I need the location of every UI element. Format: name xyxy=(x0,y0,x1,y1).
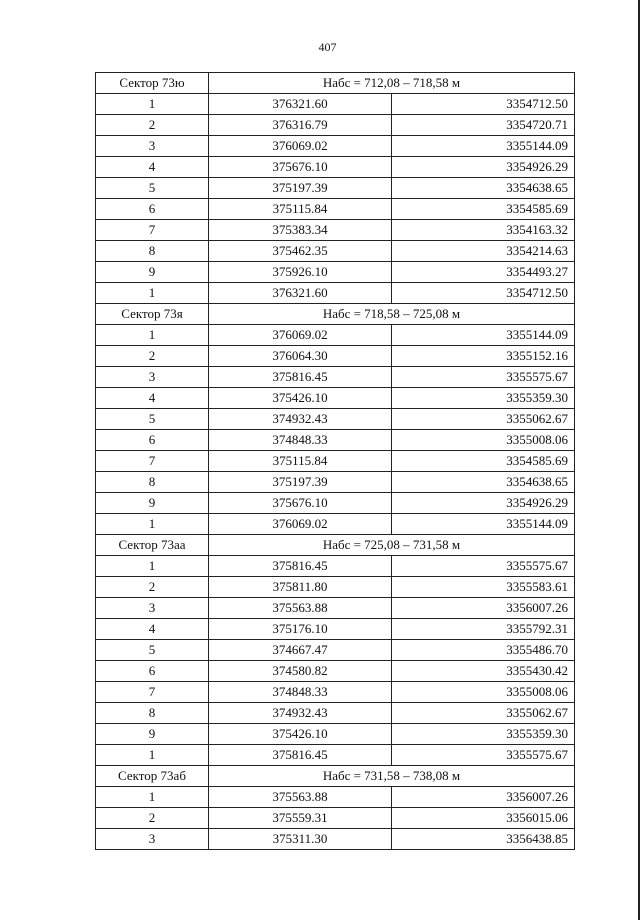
coordinate-y: 3356007.26 xyxy=(392,598,575,619)
coordinate-x: 375816.45 xyxy=(209,556,392,577)
point-number: 7 xyxy=(96,220,209,241)
point-number: 8 xyxy=(96,241,209,262)
coordinate-y: 3355008.06 xyxy=(392,430,575,451)
point-number: 8 xyxy=(96,472,209,493)
coordinate-x: 376316.79 xyxy=(209,115,392,136)
coordinate-y: 3354926.29 xyxy=(392,493,575,514)
coordinate-y: 3354720.71 xyxy=(392,115,575,136)
coordinate-y: 3355430.42 xyxy=(392,661,575,682)
table-row xyxy=(96,325,575,346)
table-row xyxy=(96,262,575,283)
point-number: 6 xyxy=(96,430,209,451)
sector-header-row xyxy=(96,304,575,325)
coordinate-y: 3355583.61 xyxy=(392,577,575,598)
coordinate-y: 3354163.32 xyxy=(392,220,575,241)
table-row xyxy=(96,157,575,178)
table-row xyxy=(96,577,575,598)
point-number: 1 xyxy=(96,514,209,535)
table-row xyxy=(96,367,575,388)
point-number: 3 xyxy=(96,829,209,850)
table-row xyxy=(96,472,575,493)
point-number: 4 xyxy=(96,157,209,178)
coordinate-y: 3356007.26 xyxy=(392,787,575,808)
coordinate-x: 375816.45 xyxy=(209,367,392,388)
table-row xyxy=(96,514,575,535)
point-number: 3 xyxy=(96,136,209,157)
page-number: 407 xyxy=(318,40,337,54)
sector-header-row xyxy=(96,766,575,787)
coordinate-y: 3355359.30 xyxy=(392,724,575,745)
coordinate-y: 3354712.50 xyxy=(392,94,575,115)
coordinate-x: 376321.60 xyxy=(209,94,392,115)
coordinate-x: 376064.30 xyxy=(209,346,392,367)
point-number: 2 xyxy=(96,346,209,367)
coordinate-x: 374932.43 xyxy=(209,703,392,724)
coordinate-y: 3356438.85 xyxy=(392,829,575,850)
coordinate-y: 3355575.67 xyxy=(392,556,575,577)
point-number: 1 xyxy=(96,745,209,766)
coordinate-y: 3355144.09 xyxy=(392,325,575,346)
table-row xyxy=(96,409,575,430)
table-row xyxy=(96,745,575,766)
coordinate-y: 3354585.69 xyxy=(392,199,575,220)
coordinate-x: 376321.60 xyxy=(209,283,392,304)
point-number: 9 xyxy=(96,493,209,514)
table-row xyxy=(96,115,575,136)
coordinate-y: 3355575.67 xyxy=(392,745,575,766)
sector-header-row xyxy=(96,535,575,556)
sector-name: Сектор 73ю xyxy=(96,73,209,94)
coordinate-x: 375115.84 xyxy=(209,199,392,220)
coordinate-x: 375462.35 xyxy=(209,241,392,262)
coordinate-y: 3354712.50 xyxy=(392,283,575,304)
point-number: 9 xyxy=(96,724,209,745)
table-row xyxy=(96,598,575,619)
table-row xyxy=(96,682,575,703)
altitude-range: Набс = 718,58 – 725,08 м xyxy=(209,304,575,325)
coordinate-y: 3355792.31 xyxy=(392,619,575,640)
table-row xyxy=(96,136,575,157)
coordinates-table-body xyxy=(96,73,575,850)
altitude-range: Набс = 731,58 – 738,08 м xyxy=(209,766,575,787)
table-row xyxy=(96,787,575,808)
coordinate-x: 374848.33 xyxy=(209,430,392,451)
point-number: 3 xyxy=(96,367,209,388)
table-row xyxy=(96,388,575,409)
coordinate-x: 375426.10 xyxy=(209,724,392,745)
point-number: 5 xyxy=(96,409,209,430)
sector-name: Сектор 73я xyxy=(96,304,209,325)
coordinate-x: 375563.88 xyxy=(209,598,392,619)
coordinate-y: 3355144.09 xyxy=(392,136,575,157)
table-row xyxy=(96,619,575,640)
coordinate-x: 375176.10 xyxy=(209,619,392,640)
coordinate-y: 3354638.65 xyxy=(392,472,575,493)
coordinate-y: 3356015.06 xyxy=(392,808,575,829)
coordinate-y: 3355008.06 xyxy=(392,682,575,703)
sector-header-row xyxy=(96,73,575,94)
point-number: 1 xyxy=(96,283,209,304)
coordinate-y: 3355575.67 xyxy=(392,367,575,388)
coordinate-y: 3354638.65 xyxy=(392,178,575,199)
table-row xyxy=(96,241,575,262)
point-number: 1 xyxy=(96,787,209,808)
altitude-range: Набс = 725,08 – 731,58 м xyxy=(209,535,575,556)
point-number: 1 xyxy=(96,325,209,346)
point-number: 6 xyxy=(96,199,209,220)
point-number: 5 xyxy=(96,178,209,199)
sector-name: Сектор 73аа xyxy=(96,535,209,556)
point-number: 7 xyxy=(96,682,209,703)
point-number: 4 xyxy=(96,619,209,640)
point-number: 1 xyxy=(96,556,209,577)
table-row xyxy=(96,724,575,745)
coordinate-y: 3354214.63 xyxy=(392,241,575,262)
coordinate-y: 3355062.67 xyxy=(392,703,575,724)
coordinate-x: 375426.10 xyxy=(209,388,392,409)
table-row xyxy=(96,829,575,850)
table-row xyxy=(96,661,575,682)
coordinate-x: 375563.88 xyxy=(209,787,392,808)
coordinate-y: 3355359.30 xyxy=(392,388,575,409)
point-number: 7 xyxy=(96,451,209,472)
table-row xyxy=(96,640,575,661)
coordinate-x: 375311.30 xyxy=(209,829,392,850)
point-number: 6 xyxy=(96,661,209,682)
coordinate-x: 374932.43 xyxy=(209,409,392,430)
coordinate-y: 3355152.16 xyxy=(392,346,575,367)
table-row xyxy=(96,346,575,367)
coordinate-x: 375676.10 xyxy=(209,157,392,178)
coordinate-x: 375197.39 xyxy=(209,472,392,493)
point-number: 9 xyxy=(96,262,209,283)
point-number: 2 xyxy=(96,115,209,136)
coordinate-y: 3355144.09 xyxy=(392,514,575,535)
point-number: 1 xyxy=(96,94,209,115)
coordinate-x: 374667.47 xyxy=(209,640,392,661)
coordinates-table xyxy=(95,72,575,850)
coordinate-x: 374848.33 xyxy=(209,682,392,703)
coordinate-x: 376069.02 xyxy=(209,514,392,535)
coordinate-y: 3354926.29 xyxy=(392,157,575,178)
table-row xyxy=(96,283,575,304)
coordinate-x: 375115.84 xyxy=(209,451,392,472)
table-row xyxy=(96,556,575,577)
coordinate-x: 375926.10 xyxy=(209,262,392,283)
coordinate-x: 375676.10 xyxy=(209,493,392,514)
table-row xyxy=(96,430,575,451)
coordinate-x: 375811.80 xyxy=(209,577,392,598)
point-number: 2 xyxy=(96,808,209,829)
table-row xyxy=(96,199,575,220)
table-row xyxy=(96,94,575,115)
coordinate-x: 374580.82 xyxy=(209,661,392,682)
table-row xyxy=(96,178,575,199)
table-row xyxy=(96,808,575,829)
sector-name: Сектор 73аб xyxy=(96,766,209,787)
table-row xyxy=(96,703,575,724)
point-number: 5 xyxy=(96,640,209,661)
coordinate-x: 375383.34 xyxy=(209,220,392,241)
altitude-range: Набс = 712,08 – 718,58 м xyxy=(209,73,575,94)
point-number: 8 xyxy=(96,703,209,724)
coordinate-y: 3354493.27 xyxy=(392,262,575,283)
coordinate-y: 3354585.69 xyxy=(392,451,575,472)
coordinate-x: 376069.02 xyxy=(209,325,392,346)
coordinate-y: 3355062.67 xyxy=(392,409,575,430)
table-row xyxy=(96,493,575,514)
point-number: 2 xyxy=(96,577,209,598)
coordinate-x: 375197.39 xyxy=(209,178,392,199)
coordinate-x: 375559.31 xyxy=(209,808,392,829)
coordinate-x: 376069.02 xyxy=(209,136,392,157)
table-row xyxy=(96,451,575,472)
coordinate-x: 375816.45 xyxy=(209,745,392,766)
point-number: 3 xyxy=(96,598,209,619)
coordinate-y: 3355486.70 xyxy=(392,640,575,661)
table-row xyxy=(96,220,575,241)
point-number: 4 xyxy=(96,388,209,409)
